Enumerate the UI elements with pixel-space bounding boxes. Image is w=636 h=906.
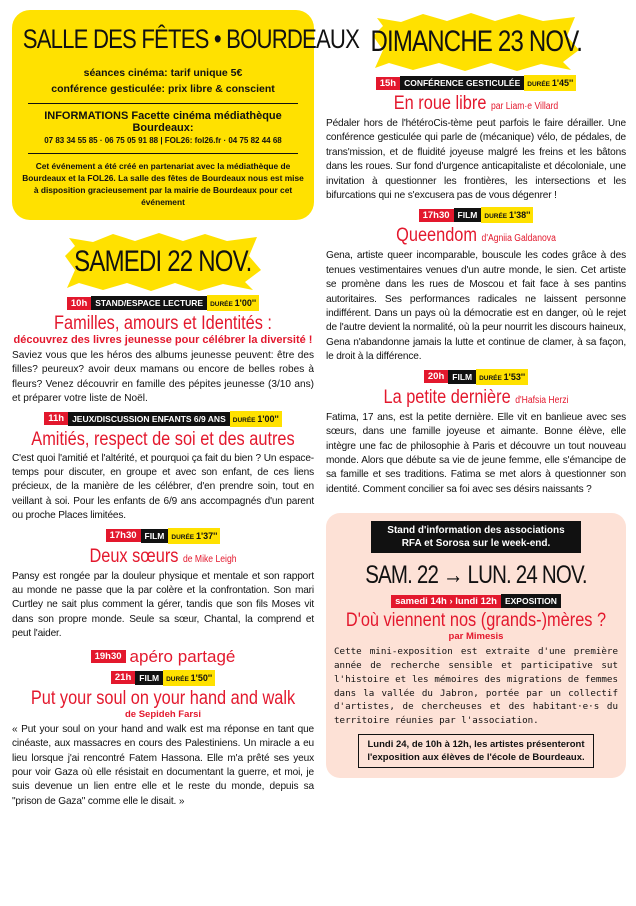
event-title-text: La petite dernière bbox=[383, 386, 511, 408]
rate-cinema: séances cinéma: tarif unique 5€ bbox=[83, 67, 243, 79]
date-range: SAM. 22 → LUN. 24 NOV. bbox=[365, 561, 587, 590]
event-author: de Mike Leigh bbox=[182, 553, 237, 565]
event-time: 17h30 bbox=[419, 209, 454, 222]
event-title: Familles, amours et Identités : bbox=[54, 313, 272, 334]
event-author: par Liam·e Villard bbox=[490, 101, 559, 112]
event-duration bbox=[207, 295, 259, 311]
note-box: Lundi 24, de 10h à 12h, les artistes présenteront l'exposition aux élèves de l'école de Bourdeaux. bbox=[358, 734, 594, 768]
event-description: Saviez vous que les héros des albums jeunesse peuvent: être des filles? peureux? avoir deux mamans ou encore de belles robes à fleurs? Venez découvrir en famille des pépites jeunesse (3/10 ans) et préparer votre liste de Noël. bbox=[12, 350, 314, 405]
event-tag bbox=[326, 369, 626, 385]
event-time: 11h bbox=[44, 412, 68, 425]
event-duration bbox=[230, 411, 282, 427]
event-time: 15h bbox=[376, 77, 400, 90]
event-title-text: Deux sœurs bbox=[89, 545, 179, 567]
event-description: « Put your soul on your hand and walk est ma réponse en tant que cinéaste, aux massacres en cours des Palestiniens. Un miracle a eu lieu lorsque j'ai rencontré Fatem Hassona. Elle m'a prêté ses yeux pour voir Gaza où elle résistait en documentant la guerre, et moi, je suis devenue un lien entre elle et le reste du monde, depuis sa "prison de Gaza" comme elle le disait. » bbox=[12, 723, 314, 807]
duration-label: DURÉE bbox=[210, 301, 233, 308]
event-duration bbox=[481, 207, 533, 223]
duration-label: DURÉE bbox=[171, 533, 195, 541]
event-kind: FILM bbox=[448, 370, 476, 384]
duration-label: DURÉE bbox=[232, 416, 256, 424]
event-tag bbox=[12, 670, 314, 686]
duration-value: 1'00'' bbox=[257, 413, 279, 424]
rate-conference: conférence gesticulée: prix libre & conscient bbox=[51, 83, 275, 95]
stand-banner: Stand d'information des associations RFA et Sorosa sur le week-end. bbox=[371, 521, 581, 553]
event-tag bbox=[12, 411, 314, 427]
event-time: 17h30 bbox=[106, 529, 141, 542]
left-column bbox=[12, 0, 360, 813]
event-author: par Mimesis bbox=[448, 631, 504, 643]
event-title bbox=[347, 387, 605, 411]
event-title-text: En roue libre bbox=[393, 93, 487, 114]
event-tag bbox=[326, 207, 626, 223]
event-time: 21h bbox=[111, 671, 135, 684]
right-column bbox=[326, 0, 626, 778]
duration-value: 1'38'' bbox=[508, 210, 531, 221]
duration-value: 1'45'' bbox=[551, 78, 574, 88]
event-time: 10h bbox=[67, 297, 91, 310]
event-kind: JEUX/DISCUSSION ENFANTS 6/9 ANS bbox=[68, 412, 230, 426]
divider bbox=[28, 153, 298, 154]
event-title: apéro partagé bbox=[129, 646, 236, 666]
event-kind: FILM bbox=[135, 671, 163, 685]
divider bbox=[28, 103, 298, 104]
event-kind: CONFÉRENCE GESTICULÉE bbox=[400, 76, 524, 90]
event-title bbox=[347, 225, 605, 249]
event-title: Put your soul on your hand and walk bbox=[30, 687, 296, 709]
day-title: DIMANCHE 23 NOV. bbox=[370, 25, 582, 58]
day-header-sunday bbox=[326, 12, 626, 72]
event-duration bbox=[476, 369, 528, 385]
day-header-saturday bbox=[12, 232, 314, 292]
event-duration bbox=[163, 670, 215, 686]
event-author: d'Hafsia Herzi bbox=[515, 394, 569, 406]
venue-title: SALLE DES FÊTES • BOURDEAUX bbox=[22, 24, 360, 54]
event-duration bbox=[524, 75, 576, 91]
event-title bbox=[33, 546, 293, 570]
duration-value: 1'00'' bbox=[234, 298, 257, 308]
duration-label: DURÉE bbox=[166, 675, 189, 683]
event-tag bbox=[12, 528, 314, 544]
event-kind: STAND/ESPACE LECTURE bbox=[91, 296, 207, 310]
event-duration bbox=[168, 528, 220, 544]
event-tag bbox=[12, 646, 314, 667]
duration-label: DURÉE bbox=[484, 213, 508, 221]
event-kind: FILM bbox=[141, 529, 169, 543]
event-tag bbox=[334, 594, 618, 608]
info-heading: INFORMATIONS Facette cinéma médiathèque Bourdeaux: bbox=[44, 110, 282, 134]
event-tag bbox=[12, 295, 314, 311]
event-kind: EXPOSITION bbox=[501, 594, 561, 608]
duration-value: 1'37'' bbox=[195, 530, 218, 541]
event-subtitle: découvrez des livres jeunesse pour célébrer la diversité ! bbox=[13, 334, 313, 346]
exhibition-box bbox=[326, 513, 626, 778]
duration-value: 1'53'' bbox=[503, 371, 526, 382]
event-time: 20h bbox=[424, 370, 448, 383]
event-time: samedi 14h › lundi 12h bbox=[391, 595, 501, 608]
partner-text: Cet événement a été créé en partenariat avec la médiathèque de Bourdeaux et la FOL26. La salle des fêtes de Bourdeaux nous est mise à disposition gracieusement par la mairie de Bourdeaux pour cet événement bbox=[22, 161, 304, 207]
event-title: Amitiés, respect de soi et des autres bbox=[31, 428, 295, 450]
event-description: Fatima, 17 ans, est la petite dernière. Elle vit en banlieue avec ses sœurs, dans une famille joyeuse et aimante. Bonne élève, elle intègre une fac de philosophie à Paris et découvre un tout nouveau monde. Alors que débute sa vie de jeune femme, elle s'émancipe de sa famille et ses traditions. Fatima se met alors à questionner son identité. Comment concilier sa foi avec ses désirs naissants ? bbox=[326, 411, 626, 495]
event-description: Pédaler hors de l'hétéroCis-tème peut parfois le faire dérailler. Une conférence gesticulée qui parle de (mécanique) vélo, de pédales, de trans'mission, et de fluidité joyeuse malgré les freins et les bâtons dans les roues. Sur fond d'urgence anticapitaliste et décoloniale, une invitation à questionner les frontières, les intersections et les bifurcations qui ne s'excusera pas de vous dégenrer ! bbox=[326, 118, 626, 202]
event-description: C'est quoi l'amitié et l'altérité, et pourquoi ça fait du bien ? Un espace-temps pour discuter, en groupe et avec son enfant, de ces liens précieux, de la manière de les célébrer, d'en prendre soin, tout en veillant à soi. Pour les enfants de 6/9 ans accompagnés d'un parent ou proche Places limitées. bbox=[12, 452, 314, 522]
event-tag bbox=[326, 75, 626, 91]
duration-label: DURÉE bbox=[527, 81, 551, 88]
event-kind: FILM bbox=[454, 208, 482, 222]
day-title: SAMEDI 22 NOV. bbox=[74, 245, 252, 278]
event-description: Gena, artiste queer incomparable, bouscule les codes grâce à des tenues vestimentaires venues d'un autre monde, le sien. Cet artiste se promène dans les rues de Moscou et fait face à ses pantins autoritaires. Ses performances radicales ne laissent personne indifférent. Dans un pays où la démocratie est en danger, où le rejet de l'autre devient la normalité, où la peur nourrit les discours haineux, Gena n'abandonne jamais la lutte et continue de clamer, à sa façon, le droit à la différence. bbox=[326, 250, 626, 363]
event-title bbox=[347, 93, 605, 117]
duration-value: 1'50'' bbox=[190, 672, 213, 683]
duration-label: DURÉE bbox=[479, 374, 502, 382]
event-title-text: Queendom bbox=[396, 225, 477, 247]
event-author: de Sepideh Farsi bbox=[124, 708, 202, 720]
event-time: 19h30 bbox=[91, 650, 126, 663]
event-author: d'Agniia Galdanova bbox=[481, 233, 556, 245]
info-contacts: 07 83 34 55 85 · 06 75 05 91 88 | FOL26: fol26.fr · 04 75 82 44 68 bbox=[44, 136, 282, 145]
event-description: Pansy est rongée par la douleur physique et mentale et son rapport au monde ne passe que la par colère et la confrontation. Son mari Curtley ne sait plus comment la gérer, tandis que son fils Moses vit dans son propre monde. Seule sa sœur, Chantal, la comprend et peut l'aider. bbox=[12, 570, 314, 640]
event-title: D'où viennent nos (grands-)mères ? bbox=[345, 610, 607, 632]
info-box bbox=[12, 10, 360, 220]
event-description: Cette mini-exposition est extraite d'une première année de recherche sensible et participative sut l'histoire et les mémoires des migrations de femmes dans la vallée du Jabron, portée par un collectif d'artistes, de chercheuses et des habitant·e·s du territoire réunies par l'association. bbox=[334, 646, 618, 727]
